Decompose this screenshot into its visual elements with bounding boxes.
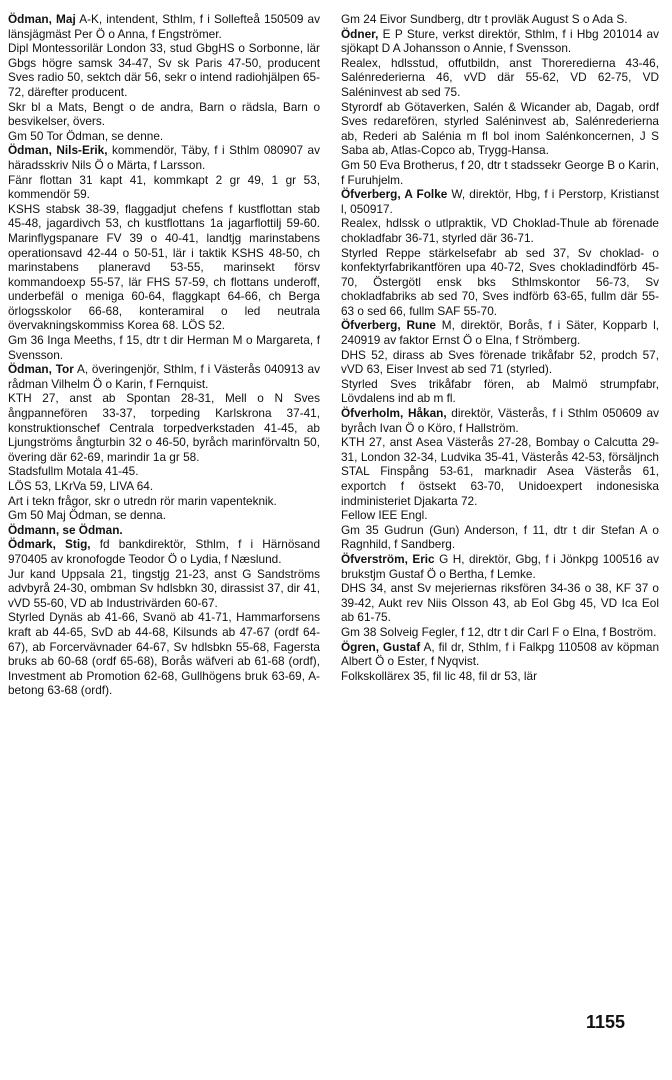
entry-text: KTH 27, anst Asea Västerås 27-28, Bombay o Calcutta 29-31, London 32-34, Ludvika 35-41, Västerås 42-53, försäljnch STAL Finspång 53-61, marknadir Asea Västerås 61, exportch f östsekt 63-70, Unidoexpert indonesiska indministeriet Djakarta 72. (341, 435, 659, 508)
paragraph (8, 391, 320, 464)
entry-text: Gm 35 Gudrun (Gun) Anderson, f 11, dtr t dir Stefan A o Ragnhild, f Sandberg. (341, 522, 659, 552)
paragraph (8, 173, 320, 202)
entry-text: A-K, intendent, Sthlm, f i Sollefteå 150509 av länsjägmäst Per Ö o Anna, f Engströmer. (8, 12, 320, 41)
paragraph (8, 537, 320, 566)
paragraph (8, 523, 320, 538)
paragraph (341, 246, 659, 319)
headword: Öfverström, Eric (341, 551, 435, 566)
paragraph (341, 12, 659, 27)
entry-text: Folkskollärex 35, fil lic 48, fil dr 53, lär (341, 668, 538, 683)
paragraph (8, 479, 320, 494)
paragraph (8, 41, 320, 99)
entry-text: DHS 34, anst Sv mejeriernas riksfören 34-36 o 38, KF 37 o 39-42, Aukt rev Niis Olsson 43, ab Eol Gbg 45, VD Ica Eol ab 61-75. (341, 581, 659, 625)
entry-text: Styrled Reppe stärkelsefabr ab sed 37, Sv choklad- o konfektyrfabrikantfören upa 40-72, Sves chokladindförb 45-70, Östergötl ensk bks Sthlmskontor 56-73, Sv chokladfabriks ab sed 70, Sves indförb 63-65, fullm där 55-63 o sed 66, fullm SAF 55-70. (341, 245, 659, 318)
paragraph (341, 669, 659, 684)
paragraph (8, 202, 320, 333)
paragraph (341, 552, 659, 581)
paragraph (8, 610, 320, 698)
entry-text: G H, direktör, Gbg, f i Jönkpg 100516 av brukstjm Gustaf Ö o Bertha, f Lemke. (341, 551, 659, 581)
entry-text: Fellow IEE Engl. (341, 508, 428, 523)
entry-text: KSHS stabsk 38-39, flaggadjut chefens f kustflottan stab 45-48, jagardivch 53, ch kustflottans 1a jagarflottilj 59-60. Marinflygspanare FV 39 o 40-41, landtjg marinstabens operationsavd 42-44 o 50-51, lär i taktik KSHS 48-50, ch marinstabens planeravd 53-55, marinsekt försv kommandoexp 55-57, lär FHS 57-59, ch flottans underoff, underbefäl o meniga 60-64, flaggkapt 64-66, ch Berga örlogsskolor 66-68, konteramiral o led neutrala övervakningskommiss Korea 68. LÖS 52. (8, 201, 320, 333)
entry-text: A, fil dr, Sthlm, f i Falkpg 110508 av köpman Albert Ö o Ester, f Nyqvist. (341, 639, 660, 669)
entry-text: Realex, hdlssk o utlpraktik, VD Choklad-Thule ab förenade chokladfabr 36-71, styrled där 36-71. (341, 216, 659, 245)
entry-text: Styrled Sves trikåfabr fören, ab Malmö strumpfabr, Lövdalens ind ab m fl. (341, 376, 659, 406)
paragraph (8, 464, 320, 479)
paragraph (341, 508, 659, 523)
entry-text: fd bankdirektör, Sthlm, f i Härnösand 970405 av kronofogde Teodor Ö o Lydia, f Næslund. (8, 537, 321, 566)
paragraph (341, 435, 659, 508)
entry-text: M, direktör, Borås, f i Säter, Kopparb l, 240919 av faktor Ernst Ö o Elna, f Strömberg. (341, 318, 659, 348)
paragraph (341, 158, 659, 187)
paragraph (341, 640, 659, 669)
paragraph (341, 625, 659, 640)
paragraph (341, 27, 659, 56)
paragraph (341, 581, 659, 625)
entry-text: Art i tekn frågor, skr o utredn rör marin vapenteknik. (8, 493, 277, 508)
paragraph (8, 129, 320, 144)
paragraph (341, 318, 659, 347)
paragraph (8, 508, 320, 523)
headword: Ödmark, Stig, (8, 537, 91, 552)
entry-text: direktör, Västerås, f i Sthlm 050609 av byråch Ivan Ö o Köro, f Hallström. (341, 406, 659, 435)
headword: Ödman, Maj (8, 12, 76, 26)
paragraph (341, 187, 659, 216)
headword: Ödmann, se Ödman. (8, 522, 123, 537)
left-column (8, 12, 320, 698)
paragraph (341, 100, 659, 158)
paragraph (341, 523, 659, 552)
paragraph (8, 100, 320, 129)
entry-text: DHS 52, dirass ab Sves förenade trikåfabr 52, prodch 57, vVD 63, Eiser Invest ab sed 71 (styrled). (341, 347, 659, 377)
paragraph (341, 56, 659, 100)
entry-text: Stadsfullm Motala 41-45. (8, 464, 139, 479)
entry-text: Skr bl a Mats, Bengt o de andra, Barn o rädsla, Barn o besvikelser, övers. (8, 99, 320, 129)
entry-text: Gm 36 Inga Meeths, f 15, dtr t dir Herman M o Margareta, f Svensson. (8, 333, 320, 362)
right-column (341, 12, 659, 683)
entry-text: Gm 50 Tor Ödman, se denne. (8, 128, 164, 143)
headword: Öfverberg, A Folke (341, 187, 448, 202)
entry-text: LÖS 53, LKrVa 59, LIVA 64. (8, 479, 154, 493)
headword: Öfverholm, Håkan, (341, 406, 447, 421)
page-number: 1155 (586, 1012, 626, 1032)
headword: Ögren, Gustaf (341, 639, 421, 654)
entry-text: KTH 27, anst ab Spontan 28-31, Mell o N Sves ångpannefören 33-37, torpeding Karlskrona 37-41, konstruktionschef Centrala torpedverkstaden 41-45, ab Ljungströms ångturbin 32 o 46-50, byråch marinförvaltn 50, övering där 62-69, marindir 1a gr 58. (8, 391, 320, 464)
entry-text: A, överingenjör, Sthlm, f i Västerås 040913 av rådman Vilhelm Ö o Karin, f Fernquist. (8, 362, 320, 391)
entry-text: Gm 38 Solveig Fegler, f 12, dtr t dir Carl F o Elna, f Boström. (341, 624, 657, 639)
paragraph (8, 494, 320, 509)
entry-text: Gm 50 Maj Ödman, se denna. (8, 508, 167, 523)
paragraph (8, 333, 320, 362)
paragraph (8, 567, 320, 611)
paragraph (341, 377, 659, 406)
entry-text: Fänr flottan 31 kapt 41, kommkapt 2 gr 49, 1 gr 53, kommendör 59. (8, 172, 320, 202)
entry-text: Gm 24 Eivor Sundberg, dtr t provläk August S o Ada S. (341, 12, 628, 26)
entry-text: Gm 50 Eva Brotherus, f 20, dtr t stadssekr George B o Karin, f Furuhjelm. (341, 157, 660, 187)
entry-text: Jur kand Uppsala 21, tingstjg 21-23, anst G Sandströms advbyrå 24-30, ombman Sv hdlsbkn 30, dirassist 37, dir 41, vVD 55-60, VD ab Industrivärden 60-67. (8, 566, 320, 610)
headword: Ödman, Nils-Erik, (8, 143, 108, 158)
paragraph (341, 348, 659, 377)
entry-text: Dipl Montessorilär London 33, stud GbgHS o Sorbonne, lär Gbgs högre samsk 34-47, Sv sk Paris 47-50, producent Sves radio 50, sektch där 56, sekr o intend radiohjälpen 65-72, därefter producent. (8, 41, 320, 99)
entry-text: Styrordf ab Götaverken, Salén & Wicander ab, Dagab, ordf Sves redarefören, styrled Saléninvest ab, Salénrederierna ab, Rederi ab Salénia m fl bol inom Salénkoncernen, J S Saba ab, Atlas-Copco ab, Trygg-Hansa. (341, 99, 659, 158)
entry-text: W, direktör, Hbg, f i Perstorp, Kristianst l, 050917. (341, 187, 659, 216)
headword: Ödner, (341, 26, 379, 41)
paragraph (341, 216, 659, 245)
paragraph (341, 406, 659, 435)
entry-text: E P Sture, verkst direktör, Sthlm, f i Hbg 201014 av sjökapt D A Johansson o Annie, f Svensson. (341, 26, 659, 56)
paragraph (8, 12, 320, 41)
headword: Ödman, Tor (8, 362, 74, 377)
entry-text: kommendör, Täby, f i Sthlm 080907 av häradsskriv Nils Ö o Märta, f Larsson. (8, 143, 320, 172)
paragraph (8, 362, 320, 391)
entry-text: Realex, hdlsstud, offutbildn, anst Thoreredierna 43-46, Salénrederierna 46, vVD där 55-62, VD 62-75, VD Saléninvest ab sed 75. (341, 55, 659, 99)
entry-text: Styrled Dynäs ab 41-66, Svanö ab 41-71, Hammarforsens kraft ab 44-65, SvD ab 44-68, Kilsunds ab 47-67 (ordf 64-67), ab Forcervävnader 64-67, Sv hdlsbkn 55-68, Fagersta bruks ab 60-68 (ordf 65-68), Borås wäfveri ab 61-68 (ordf), Investment ab Promotion 62-68, Gullhögens bruk 63-69, A-betong 63-68 (ordf). (8, 610, 320, 698)
headword: Öfverberg, Rune (341, 318, 436, 333)
paragraph (8, 143, 320, 172)
